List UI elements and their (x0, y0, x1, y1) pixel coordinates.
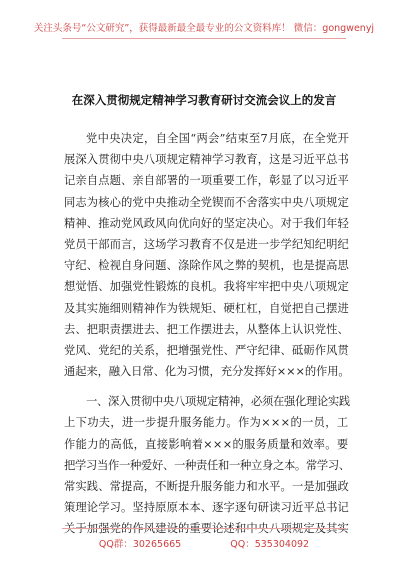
document-title: 在深入贯彻规定精神学习教育研讨交流会议上的发言 (71, 93, 337, 107)
body-line: 常实践、常提高，不断提升服务能力和水平。一是加强政 (64, 480, 349, 493)
footer-qq: QQ：535304092 (230, 539, 310, 550)
footer-divider (62, 528, 346, 529)
footer-notice (0, 536, 408, 550)
body-line: 上下功夫，进一步提升服务能力。作为×××的一员，工 (64, 416, 349, 430)
body-line: 守纪、检视自身问题、涤除作风之弊的契机，也是提高思 (64, 259, 349, 273)
body-line: 策理论学习。坚持原原本本、逐字逐句研读习近平总书记 (64, 501, 349, 515)
body-line: 想觉悟、加强党性锻炼的良机。我将牢牢把中央八项规定 (64, 280, 349, 294)
body-line: 通起来，融入日常、化为习惯，充分发挥好×××的作用。 (64, 365, 350, 379)
body-line: 同志为核心的党中央推动全党锲而不舍落实中央八项规定 (64, 195, 349, 209)
body-line: 把学习当作一种爱好、一种责任和一种立身之本。常学习、 (64, 458, 350, 472)
body-line: 精神、推动党风政风向优向好的坚定决心。对于我们年轻 (64, 216, 349, 230)
document-body (64, 128, 352, 540)
body-line: 党中央决定，自全国“两会”结束至7月底，在全党开 (86, 132, 350, 145)
header-divider (62, 38, 346, 39)
body-line: 及其实施细则精神作为铁规矩、硬杠杠，自觉把自己摆进 (64, 301, 349, 315)
footer-qq-group: QQ群：30265665 (98, 539, 182, 550)
body-line: 去、把职责摆进去、把工作摆进去，从整体上认识党性、 (64, 322, 349, 336)
body-line: 作能力的高低，直接影响着×××的服务质量和效率。要 (64, 437, 349, 451)
body-line: 记亲自点题、亲自部署的一项重要工作，彰显了以习近平 (64, 174, 349, 188)
header-notice: 关注头条号“公文研究”，获得最新最全最专业的公文资料库！ 微信：gongwenyj (33, 23, 375, 34)
section-heading-line: 一、深入贯彻中央八项规定精神，必须在强化理论实践 (86, 395, 350, 409)
body-line: 党员干部而言，这场学习教育不仅是进一步学纪知纪明纪 (64, 237, 349, 251)
body-line: 展深入贯彻中央八项规定精神学习教育，这是习近平总书 (64, 153, 349, 167)
body-line: 关于加强党的作风建设的重要论述和中央八项规定及其实 (64, 522, 349, 536)
body-line: 党风、党纪的关系，把增强党性、严守纪律、砥砺作风贯 (64, 343, 349, 357)
